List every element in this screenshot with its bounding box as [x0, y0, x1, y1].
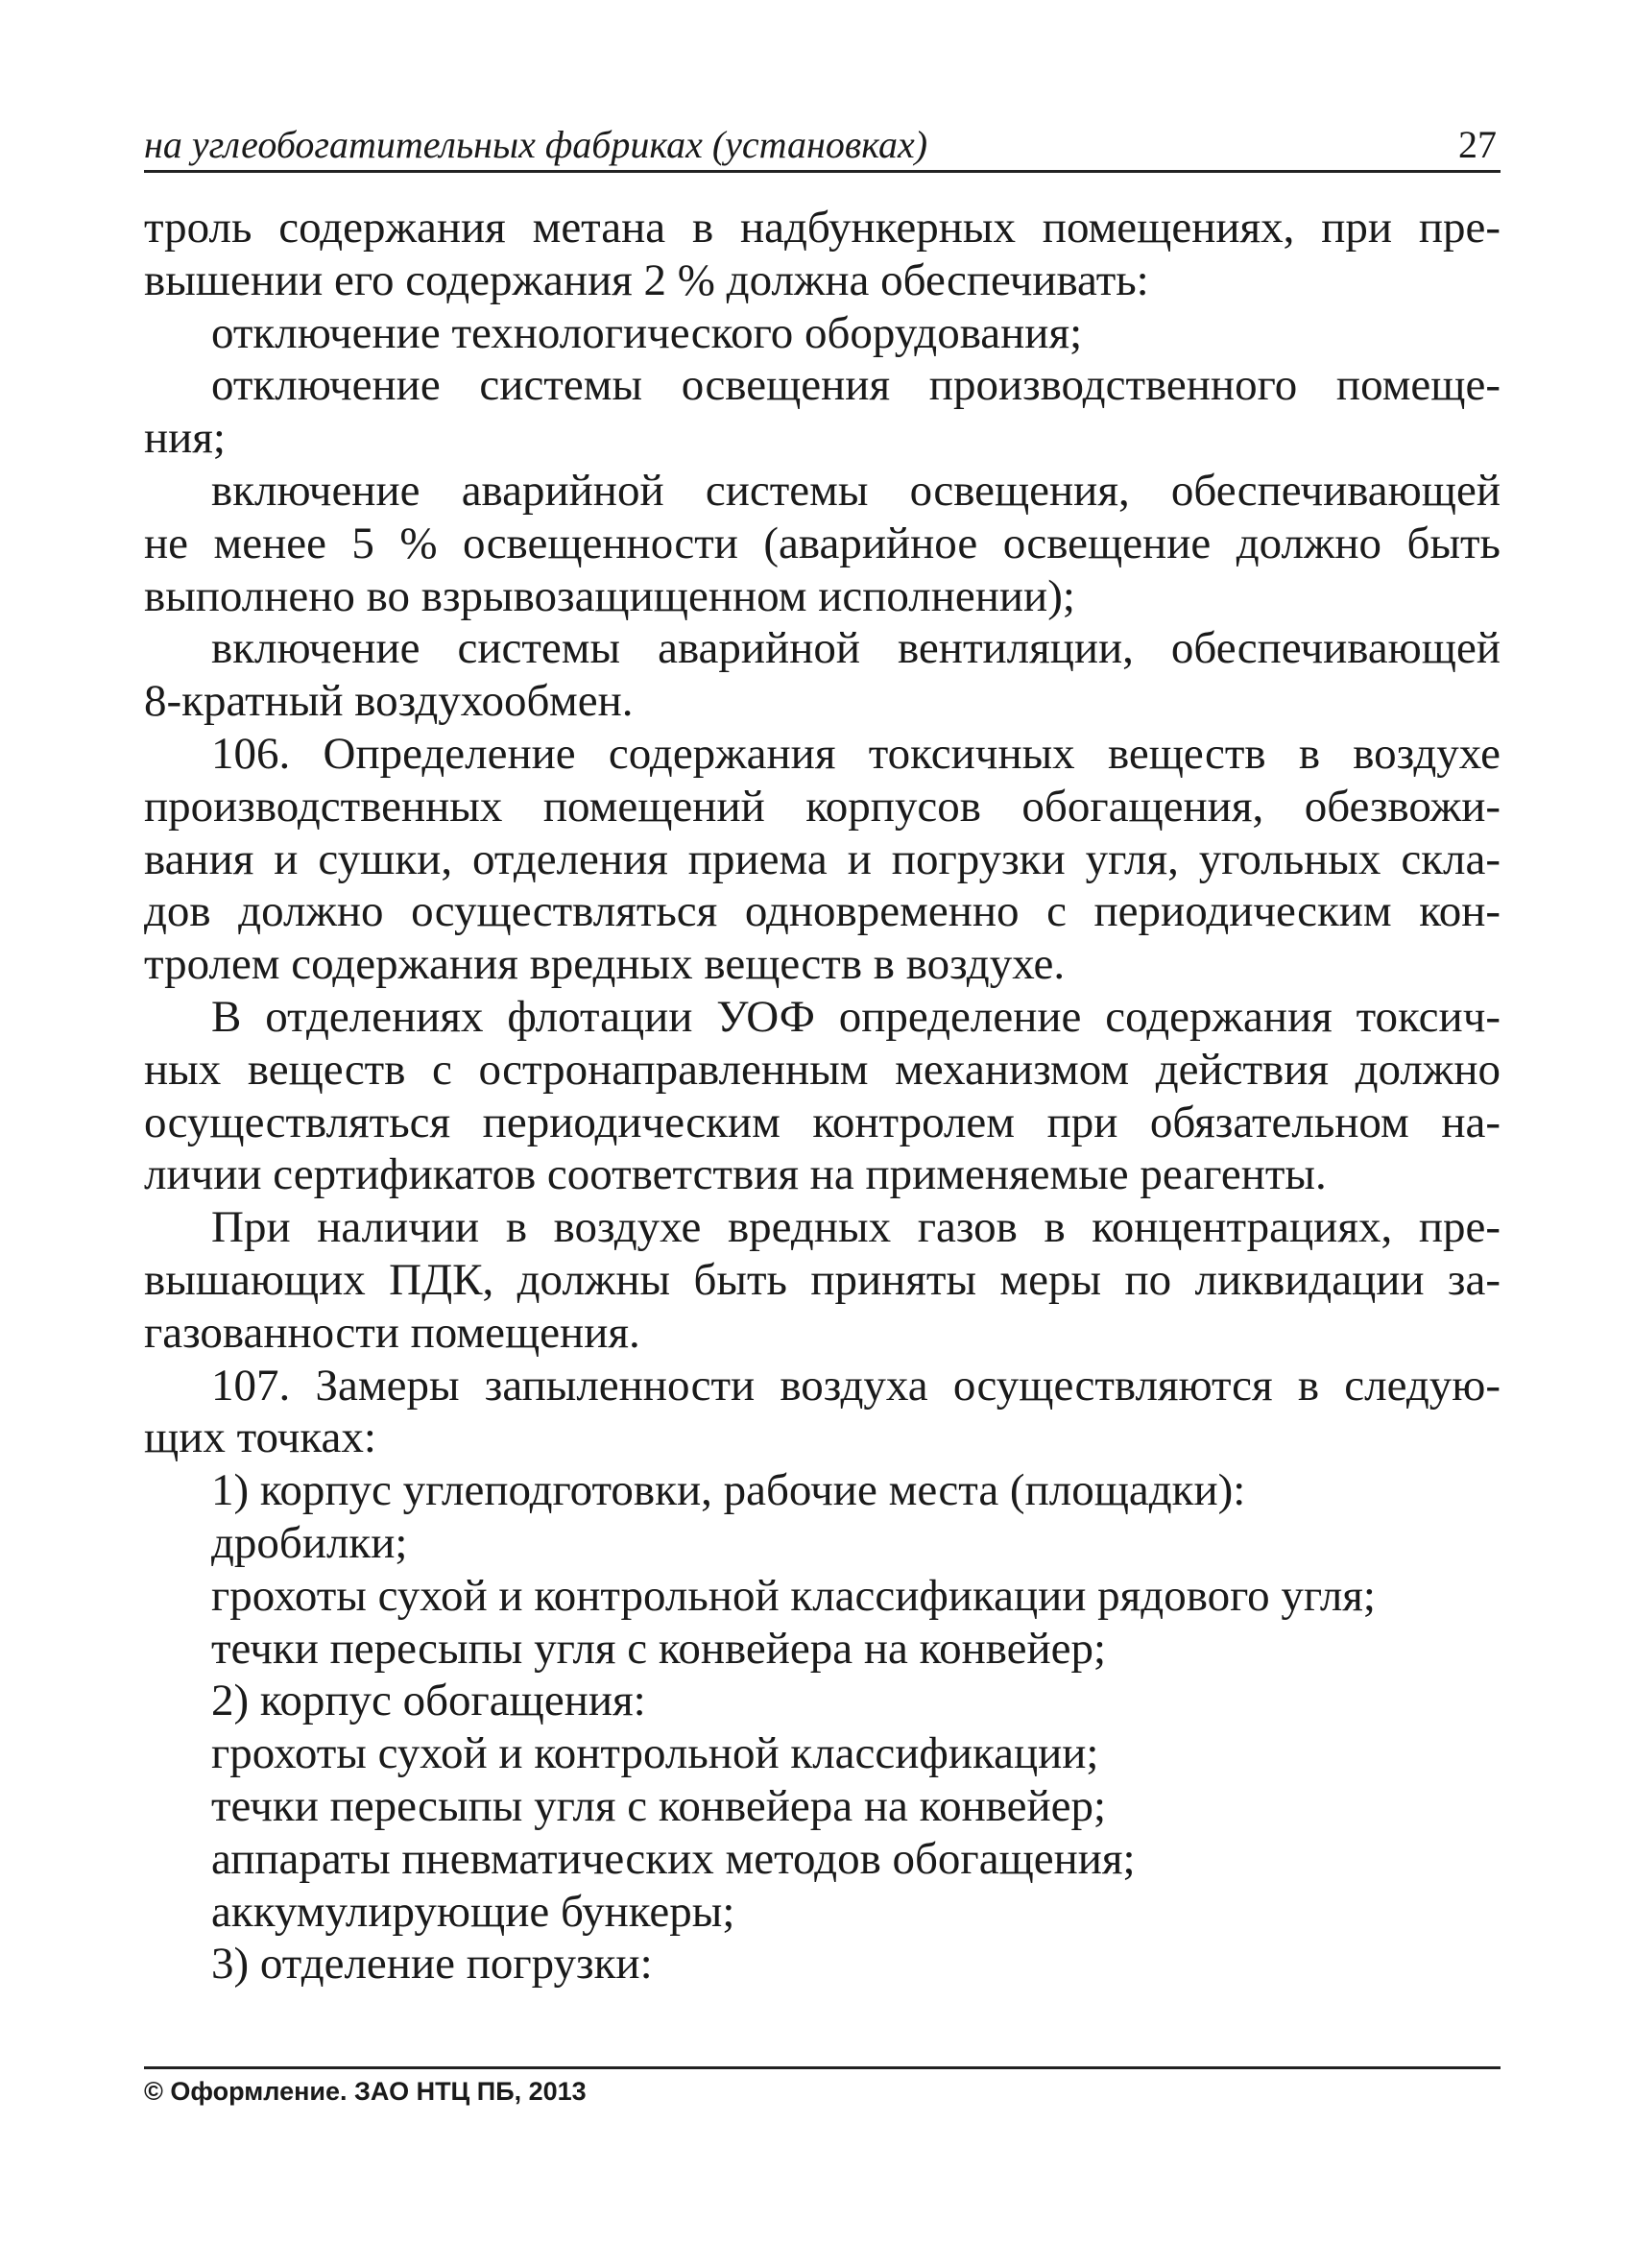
text-line: не менее 5 % освещенности (аварийное освещение должно быть	[144, 518, 1501, 568]
text-line: личии сертификатов соответствия на применяемые реагенты.	[144, 1149, 1327, 1200]
body-text	[144, 202, 1501, 1991]
text-line: вышающих ПДК, должны быть приняты меры по ликвидации за-	[144, 1254, 1501, 1305]
text-line: 107. Замеры запыленности воздуха осуществляются в следую-	[211, 1360, 1501, 1411]
text-line: 3) отделение погрузки:	[211, 1939, 653, 1990]
text-line: 1) корпус углеподготовки, рабочие места (площадки):	[211, 1465, 1246, 1516]
text-line: 2) корпус обогащения:	[211, 1676, 646, 1726]
text-line: аккумулирующие бункеры;	[211, 1886, 735, 1937]
text-line: вания и сушки, отделения приема и погрузки угля, угольных скла-	[144, 833, 1501, 884]
text-line: осуществляться периодическим контролем при обязательном на-	[144, 1097, 1501, 1147]
text-line: течки пересыпы угля с конвейера на конвейер;	[211, 1623, 1107, 1674]
text-line: производственных помещений корпусов обогащения, обезвожи-	[144, 781, 1501, 832]
footer-rule	[144, 2066, 1501, 2069]
text-line: ния;	[144, 413, 226, 464]
text-line: газованности помещения.	[144, 1307, 640, 1358]
text-line: щих точках:	[144, 1412, 376, 1463]
text-line: аппараты пневматических методов обогащения;	[211, 1833, 1136, 1884]
text-line: грохоты сухой и контрольной классификации рядового угля;	[211, 1570, 1376, 1621]
text-line: тролем содержания вредных веществ в воздухе.	[144, 939, 1066, 990]
text-line: отключение системы освещения производственного помеще-	[211, 360, 1501, 411]
text-line: выполнено во взрывозащищенном исполнении);	[144, 570, 1075, 621]
text-line: В отделениях флотации УОФ определение содержания токсич-	[211, 991, 1501, 1042]
text-line: включение системы аварийной вентиляции, обеспечивающей	[211, 623, 1501, 674]
text-line: 106. Определение содержания токсичных веществ в воздухе	[211, 728, 1501, 779]
page-number: 27	[1458, 123, 1497, 166]
text-line: троль содержания метана в надбункерных помещениях, при пре-	[144, 203, 1501, 253]
text-line: включение аварийной системы освещения, обеспечивающей	[211, 465, 1501, 516]
text-line: При наличии в воздухе вредных газов в концентрациях, пре-	[211, 1202, 1501, 1253]
text-line: вышении его содержания 2 % должна обеспечивать:	[144, 254, 1149, 305]
footer-copyright: © Оформление. ЗАО НТЦ ПБ, 2013	[144, 2077, 587, 2106]
text-line: ных веществ с остронаправленным механизмом действия должно	[144, 1044, 1501, 1095]
text-line: грохоты сухой и контрольной классификации;	[211, 1728, 1099, 1779]
running-header	[144, 123, 1501, 173]
text-line: дробилки;	[211, 1517, 408, 1568]
running-title: на углеобогатительных фабриках (установках)	[144, 123, 928, 166]
text-line: дов должно осуществляться одновременно с периодическим кон-	[144, 886, 1501, 937]
text-line: течки пересыпы угля с конвейера на конвейер;	[211, 1780, 1107, 1831]
text-line: отключение технологического оборудования;	[211, 307, 1083, 358]
text-line: 8-кратный воздухообмен.	[144, 676, 634, 727]
